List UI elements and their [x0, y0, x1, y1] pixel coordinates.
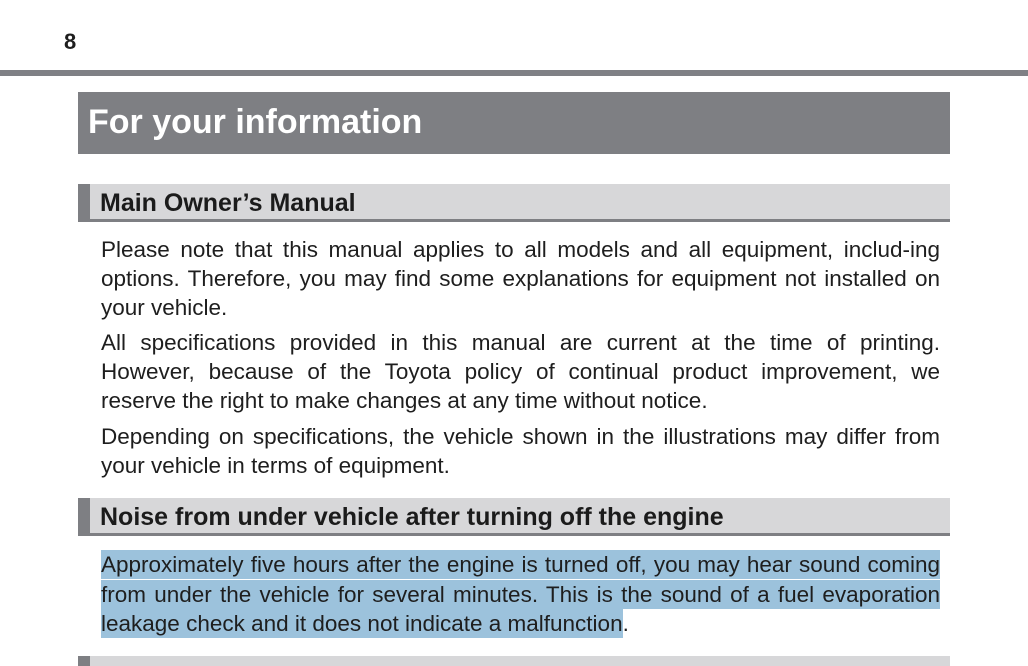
selected-paragraph[interactable] [101, 550, 940, 639]
section-heading-main-owners-manual [78, 184, 950, 222]
unselected-text[interactable]: . [622, 611, 629, 636]
header-rule [0, 70, 1028, 76]
section-heading-noise-from-under-vehicle [78, 498, 950, 536]
text-selection-highlight[interactable]: Approximately five hours after the engine is turned off, you may hear sound coming from under the vehicle for several minutes. This is the sound of a fuel evaporation leakage check and it does not indicate a malfunction [101, 552, 940, 636]
paragraph[interactable]: Please note that this manual applies to all models and all equipment, includ-ing options. Therefore, you may find some explanations for equipment not installed on your vehicle. [101, 237, 940, 320]
section-title: Noise from under vehicle after turning off the engine [100, 503, 724, 531]
chapter-banner [78, 92, 950, 154]
chapter-title: For your information [88, 103, 423, 141]
paragraph[interactable]: All specifications provided in this manual are current at the time of printing. However, because of the Toyota policy of continual product improvement, we reserve the right to make changes at any time without notice. [101, 330, 940, 413]
section-title: Main Owner’s Manual [100, 189, 356, 217]
paragraph[interactable]: Depending on specifications, the vehicle shown in the illustrations may differ from your vehicle in terms of equipment. [101, 424, 940, 478]
next-section-heading-partial [78, 656, 950, 666]
page-number: 8 [64, 29, 77, 54]
